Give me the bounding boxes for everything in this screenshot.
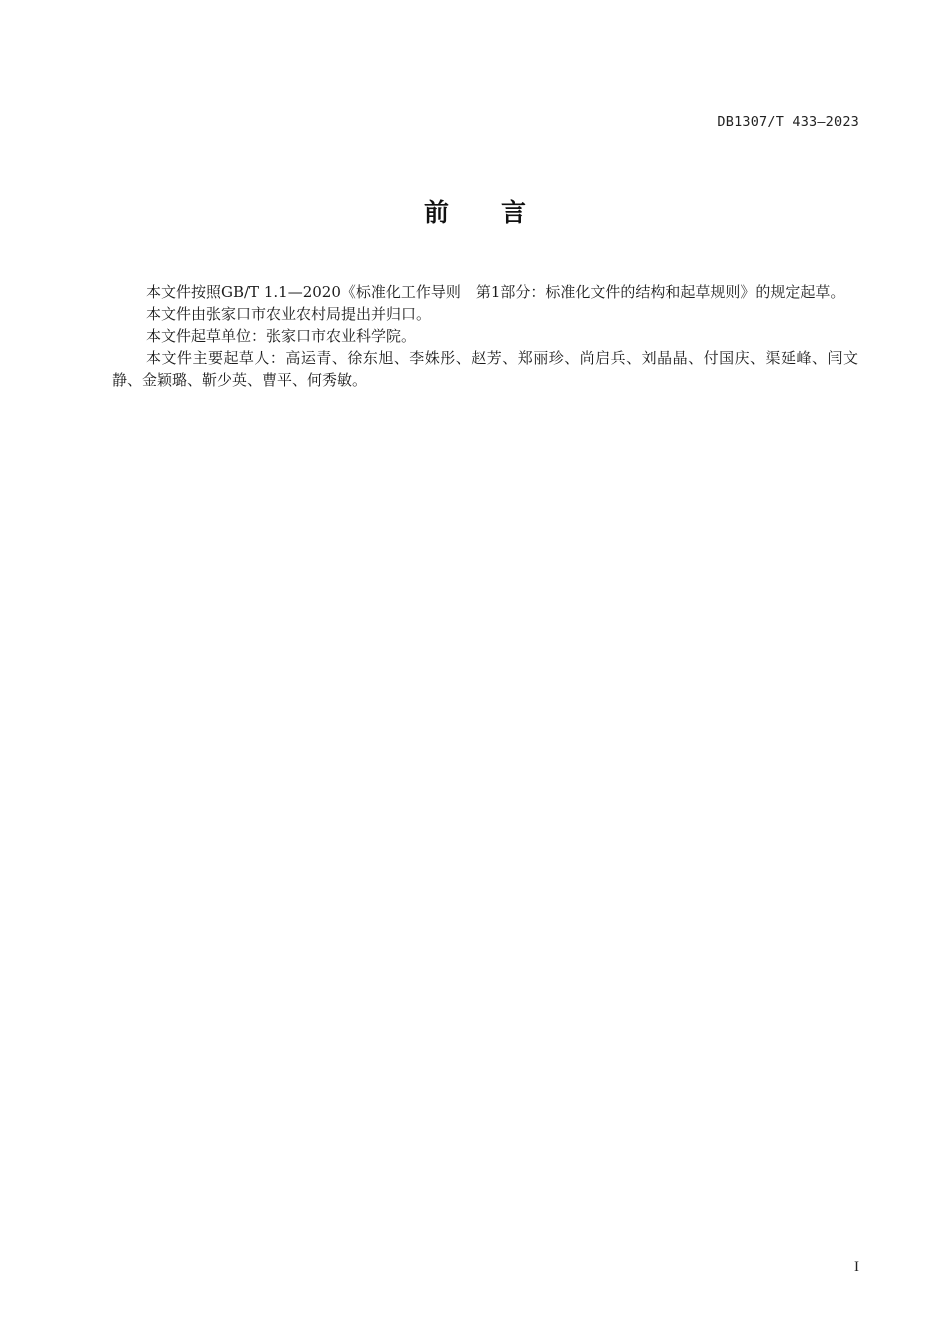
title-char-2: 言	[501, 198, 527, 227]
paragraph-proposer: 本文件由张家口市农业农村局提出并归口。	[146, 305, 432, 323]
foreword-body	[112, 281, 858, 391]
page-number: I	[854, 1259, 859, 1275]
page-title	[0, 193, 950, 229]
paragraph-drafters: 本文件主要起草人：高运青、徐东旭、李姝彤、赵芳、郑丽珍、尚启兵、刘晶晶、付国庆、渠延峰、闫文静、金颖璐、靳少英、曹平、何秀敏。	[112, 349, 858, 389]
paragraph-drafting-unit: 本文件起草单位：张家口市农业科学院。	[146, 327, 417, 345]
title-char-1: 前	[423, 198, 449, 227]
document-code: DB1307/T 433—2023	[717, 114, 859, 130]
paragraph-drafting-rules: 本文件按照GB/T 1.1—2020《标准化工作导则 第1部分：标准化文件的结构和起草规则》的规定起草。	[146, 283, 846, 301]
